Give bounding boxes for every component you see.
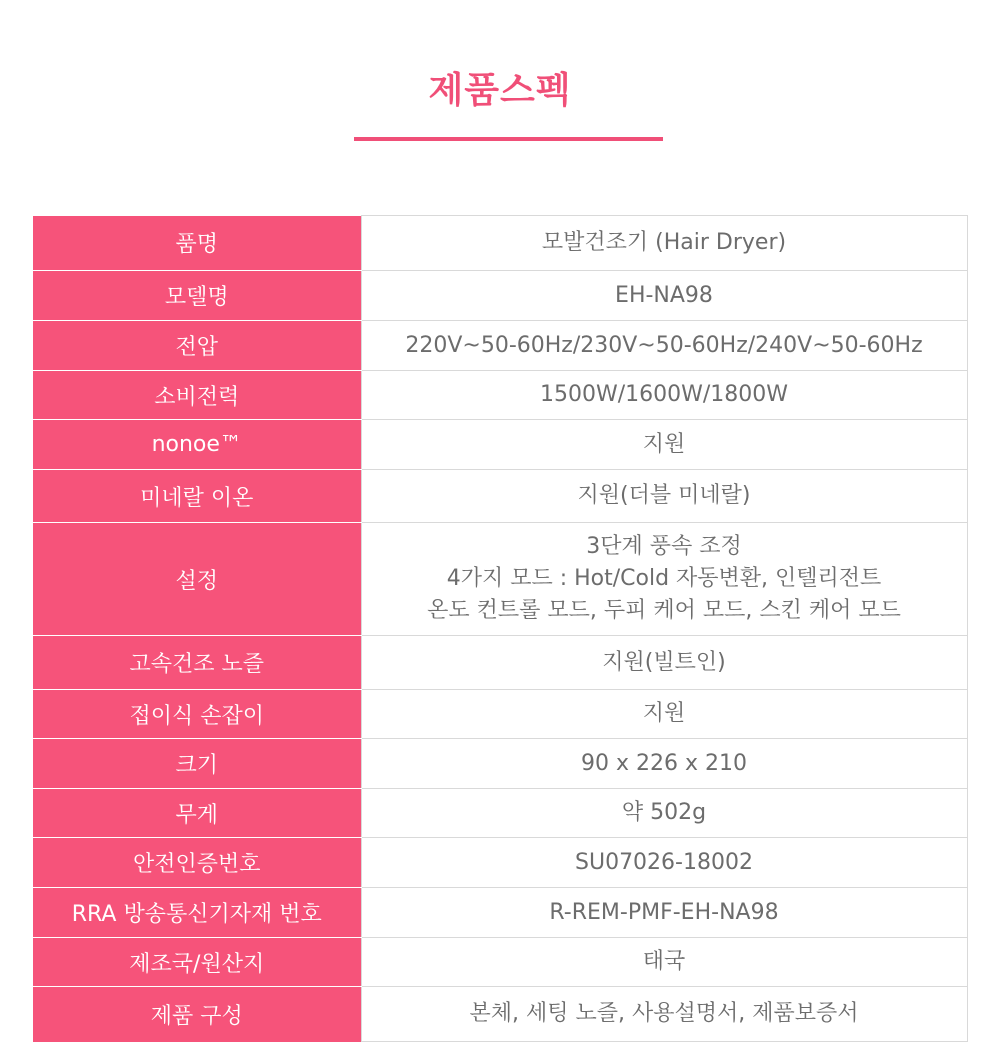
spec-value-line: 지원(빌트인) bbox=[602, 649, 726, 675]
spec-value-line: 본체, 세팅 노즐, 사용설명서, 제품보증서 bbox=[469, 1001, 859, 1026]
spec-value bbox=[361, 470, 967, 523]
spec-value bbox=[361, 371, 967, 420]
spec-value bbox=[361, 271, 967, 321]
spec-row bbox=[33, 321, 967, 371]
spec-label: 접이식 손잡이 bbox=[33, 690, 361, 739]
spec-row bbox=[33, 420, 967, 470]
title-underline bbox=[354, 137, 663, 141]
spec-value-line: 지원 bbox=[642, 431, 686, 457]
spec-label: 제품 구성 bbox=[33, 987, 361, 1042]
page-title: 제품스펙 bbox=[428, 70, 572, 111]
spec-label: RRA 방송통신기자재 번호 bbox=[33, 888, 361, 938]
spec-label: 무게 bbox=[33, 789, 361, 838]
spec-row bbox=[33, 271, 967, 321]
spec-label: 안전인증번호 bbox=[33, 838, 361, 888]
spec-row bbox=[33, 523, 967, 636]
spec-label: 제조국/원산지 bbox=[33, 938, 361, 987]
spec-value bbox=[361, 420, 967, 470]
spec-label: 크기 bbox=[33, 739, 361, 789]
spec-value-line: 온도 컨트롤 모드, 두피 케어 모드, 스킨 케어 모드 bbox=[427, 598, 901, 623]
spec-row bbox=[33, 470, 967, 523]
spec-row bbox=[33, 789, 967, 838]
spec-value bbox=[361, 838, 967, 888]
spec-value bbox=[361, 789, 967, 838]
spec-row bbox=[33, 888, 967, 938]
spec-value-line: 4가지 모드 : Hot/Cold 자동변환, 인텔리전트 bbox=[446, 566, 882, 591]
spec-value-line: 3단계 풍속 조정 bbox=[586, 534, 742, 559]
spec-value bbox=[361, 987, 967, 1042]
spec-label: 고속건조 노즐 bbox=[33, 636, 361, 690]
spec-value-line: 1500W/1600W/1800W bbox=[539, 382, 789, 407]
spec-row bbox=[33, 938, 967, 987]
spec-label: nonoe™ bbox=[33, 420, 361, 470]
spec-value-line: 지원(더블 미네랄) bbox=[577, 483, 751, 508]
spec-value bbox=[361, 636, 967, 690]
spec-value-line: EH-NA98 bbox=[615, 282, 713, 308]
spec-row bbox=[33, 371, 967, 420]
spec-value bbox=[361, 888, 967, 938]
spec-value-line: 지원 bbox=[642, 701, 686, 726]
spec-value bbox=[361, 523, 967, 636]
spec-label: 모델명 bbox=[33, 271, 361, 321]
spec-value-line: 약 502g bbox=[621, 800, 707, 825]
spec-value-line: 220V~50-60Hz/230V~50-60Hz/240V~50-60Hz bbox=[405, 332, 923, 358]
spec-label: 설정 bbox=[33, 523, 361, 636]
spec-row bbox=[33, 739, 967, 789]
spec-value bbox=[361, 938, 967, 987]
spec-table bbox=[33, 215, 968, 1042]
spec-row bbox=[33, 216, 967, 271]
spec-value bbox=[361, 690, 967, 739]
spec-value bbox=[361, 216, 967, 271]
spec-value-line: 태국 bbox=[642, 949, 686, 974]
spec-row bbox=[33, 987, 967, 1042]
spec-label: 전압 bbox=[33, 321, 361, 371]
spec-row bbox=[33, 838, 967, 888]
spec-row bbox=[33, 636, 967, 690]
spec-label: 미네랄 이온 bbox=[33, 470, 361, 523]
spec-value bbox=[361, 321, 967, 371]
spec-value bbox=[361, 739, 967, 789]
spec-value-line: 90 x 226 x 210 bbox=[581, 750, 747, 776]
spec-label: 품명 bbox=[33, 216, 361, 271]
spec-value-line: SU07026-18002 bbox=[575, 849, 753, 875]
spec-value-line: 모발건조기 (Hair Dryer) bbox=[541, 230, 787, 255]
spec-value-line: R-REM-PMF-EH-NA98 bbox=[549, 899, 779, 925]
spec-row bbox=[33, 690, 967, 739]
spec-label: 소비전력 bbox=[33, 371, 361, 420]
